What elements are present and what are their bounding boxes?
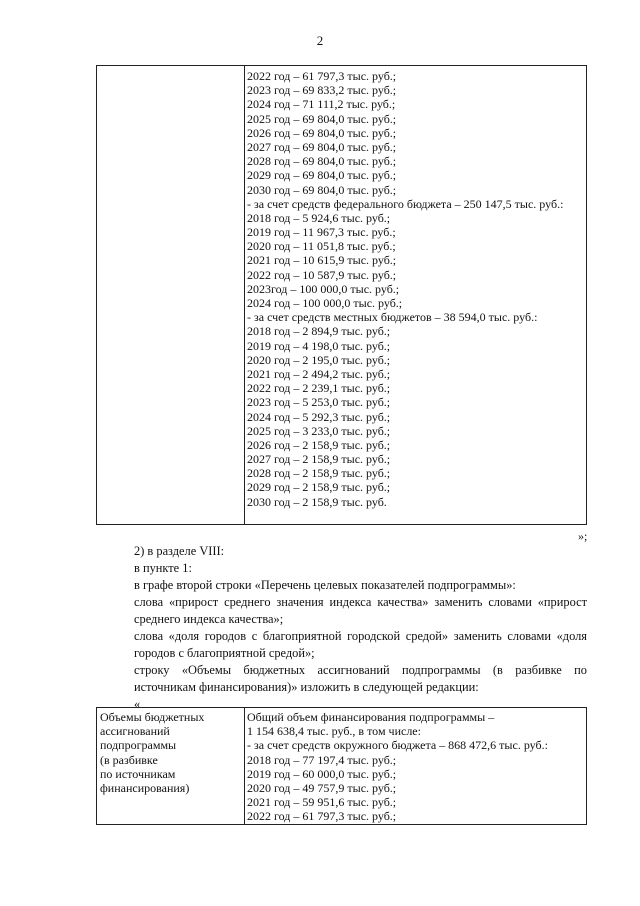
text-line: - за счет средств окружного бюджета – 868 472,6 тыс. руб.:: [247, 738, 548, 753]
text-line: 2023 год – 5 253,0 тыс. руб.;: [247, 395, 391, 410]
text-line: финансирования): [100, 780, 190, 795]
text-line: (в разбивке: [100, 752, 158, 767]
text-line: 2028 год – 69 804,0 тыс. руб.;: [247, 154, 397, 169]
text-line: 2027 год – 2 158,9 тыс. руб.;: [247, 452, 391, 467]
text-line: 2020 год – 2 195,0 тыс. руб.;: [247, 352, 391, 367]
text-line: 2026 год – 2 158,9 тыс. руб.;: [247, 437, 391, 452]
text-line: 2030 год – 69 804,0 тыс. руб.;: [247, 182, 397, 197]
text-line: 2018 год – 77 197,4 тыс. руб.;: [247, 752, 397, 767]
text-line: 2021 год – 59 951,6 тыс. руб.;: [247, 795, 397, 810]
text-line: 2021 год – 2 494,2 тыс. руб.;: [247, 366, 391, 381]
text-line: 2021 год – 10 615,9 тыс. руб.;: [247, 253, 397, 268]
text-line: 2029 год – 69 804,0 тыс. руб.;: [247, 168, 397, 183]
opening-quote: «: [134, 697, 141, 711]
column-divider: [244, 708, 245, 824]
row-header-cell: [100, 710, 240, 795]
text-line: 2026 год – 69 804,0 тыс. руб.;: [247, 125, 397, 140]
text-line: 2025 год – 69 804,0 тыс. руб.;: [247, 111, 397, 126]
text-line: 2020 год – 49 757,9 тыс. руб.;: [247, 780, 397, 795]
replacement-paragraph: слова «доля городов с благоприятной городской средой» заменить словами «доля городов с благоприятной средой»;: [134, 629, 587, 660]
amendment-text: [96, 543, 587, 713]
text-line: 2028 год – 2 158,9 тыс. руб.;: [247, 466, 391, 481]
new-wording-paragraph: строку «Объемы бюджетных ассигнований подпрограммы (в разбивке по источникам финансирования)» изложить в следующей редакции:: [134, 663, 587, 694]
text-line: 2022 год – 10 587,9 тыс. руб.;: [247, 267, 397, 282]
text-line: подпрограммы: [100, 738, 177, 753]
page-number: 2: [316, 33, 324, 48]
section-reference: 2) в разделе VIII:: [134, 544, 225, 558]
text-line: 2027 год – 69 804,0 тыс. руб.;: [247, 139, 397, 154]
text-line: 2030 год – 2 158,9 тыс. руб.: [247, 494, 387, 509]
closing-quote: »;: [578, 529, 588, 543]
funding-details-cell: [247, 69, 583, 509]
text-line: - за счет средств федерального бюджета – 250 147,5 тыс. руб.:: [247, 196, 564, 211]
text-line: 2022 год – 61 797,3 тыс. руб.;: [247, 69, 397, 83]
text-line: 2019 год – 60 000,0 тыс. руб.;: [247, 766, 397, 781]
text-line: Объемы бюджетных: [100, 710, 205, 724]
funding-table-new: [96, 707, 587, 825]
text-line: 2019 год – 11 967,3 тыс. руб.;: [247, 225, 396, 240]
text-line: 2023 год – 69 833,2 тыс. руб.;: [247, 83, 397, 98]
column-reference: в графе второй строки «Перечень целевых показателей подпрограммы»:: [134, 578, 516, 592]
funding-table-continued: [96, 65, 587, 525]
text-line: 2029 год – 2 158,9 тыс. руб.;: [247, 480, 391, 495]
text-line: 2019 год – 4 198,0 тыс. руб.;: [247, 338, 391, 353]
text-line: 2018 год – 2 894,9 тыс. руб.;: [247, 324, 391, 339]
text-line: 2024 год – 71 111,2 тыс. руб.;: [247, 97, 396, 112]
column-divider: [244, 66, 245, 524]
text-line: Общий объем финансирования подпрограммы –: [247, 710, 495, 724]
text-line: ассигнований: [100, 724, 170, 739]
item-reference: в пункте 1:: [134, 561, 192, 575]
text-line: 2024 год – 100 000,0 тыс. руб.;: [247, 296, 403, 310]
text-line: 1 154 638,4 тыс. руб., в том числе:: [247, 724, 421, 739]
text-line: 2024 год – 5 292,3 тыс. руб.;: [247, 409, 391, 424]
funding-details-cell: [247, 710, 583, 824]
text-line: - за счет средств местных бюджетов – 38 594,0 тыс. руб.:: [247, 310, 538, 325]
text-line: 2022 год – 61 797,3 тыс. руб.;: [247, 809, 397, 824]
text-line: 2022 год – 2 239,1 тыс. руб.;: [247, 381, 391, 396]
text-line: 2023год – 100 000,0 тыс. руб.;: [247, 281, 400, 296]
replacement-paragraph: слова «прирост среднего значения индекса качества» заменить словами «прирост среднего индекса качества»;: [134, 595, 587, 626]
text-line: 2020 год – 11 051,8 тыс. руб.;: [247, 239, 396, 254]
text-line: 2025 год – 3 233,0 тыс. руб.;: [247, 423, 391, 438]
text-line: по источникам: [100, 766, 176, 781]
text-line: 2018 год – 5 924,6 тыс. руб.;: [247, 210, 391, 225]
